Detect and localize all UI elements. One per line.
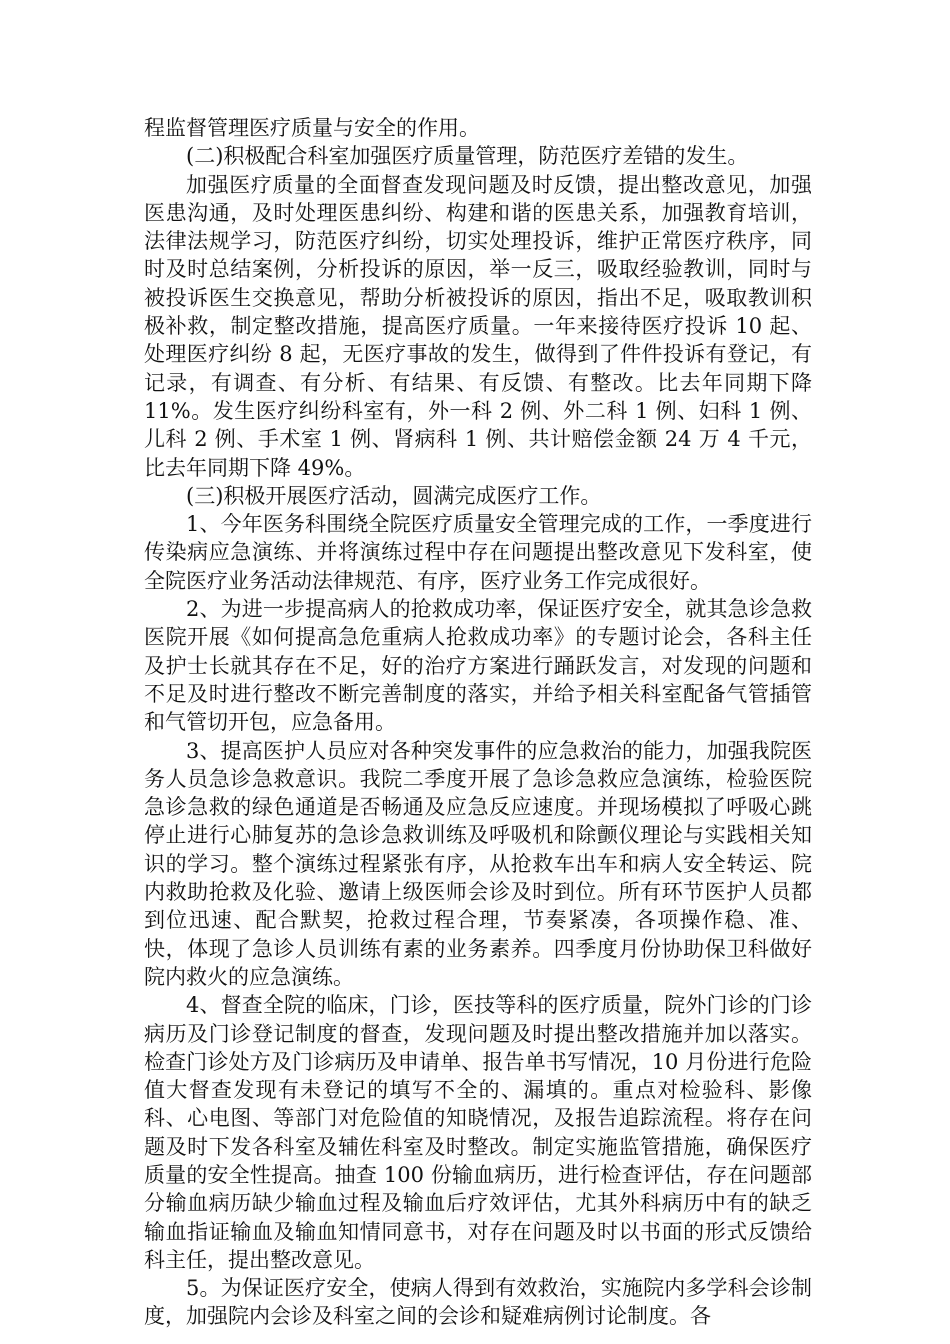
paragraph-continuation: 程监督管理医疗质量与安全的作用。 (144, 116, 480, 140)
list-item-1: 1、今年医务科围绕全院医疗质量安全管理完成的工作，一季度进行传染病应急演练、并将演练过程中存在问题提出整改意见下发科室，使全院医疗业务活动法律规范、有序，医疗业务工作完成很好。 (144, 512, 812, 593)
document-page (144, 114, 812, 1331)
list-item-2: 2、为进一步提高病人的抢救成功率，保证医疗安全，就其急诊急救医院开展《如何提高急危重病人抢救成功率》的专题讨论会，各科主任及护士长就其存在不足，好的治疗方案进行踊跃发言，对发现的问题和不足及时进行整改不断完善制度的落实，并给予相关科室配备气管插管和气管切开包，应急备用。 (144, 597, 812, 735)
section-heading-3: (三)积极开展医疗活动，圆满完成医疗工作。 (186, 483, 602, 508)
section-heading-2: (二)积极配合科室加强医疗质量管理，防范医疗差错的发生。 (186, 144, 749, 169)
list-item-3: 3、提高医护人员应对各种突发事件的应急救治的能力，加强我院医务人员急诊急救意识。我院二季度开展了急诊急救应急演练，检验医院急诊急救的绿色通道是否畅通及应急反应速度。并现场模拟了呼吸心跳停止进行心肺复苏的急诊急救训练及呼吸机和除颤仪理论与实践相关知识的学习。整个演练过程紧张有序，从抢救车出车和病人安全转运、院内救助抢救及化验、邀请上级医师会诊及时到位。所有环节医护人员都到位迅速、配合默契，抢救过程合理，节奏紧凑，各项操作稳、准、快，体现了急诊人员训练有素的业务素养。四季度月份协助保卫科做好院内救火的应急演练。 (144, 738, 812, 989)
paragraph-quality-supervision: 加强医疗质量的全面督查发现问题及时反馈，提出整改意见，加强医患沟通，及时处理医患纠纷、构建和谐的医患关系，加强教育培训，法律法规学习，防范医疗纠纷，切实处理投诉，维护正常医疗秩序，同时及时总结案例，分析投诉的原因，举一反三，吸取经验教训，同时与被投诉医生交换意见，帮助分析被投诉的原因，指出不足，吸取教训积极补救，制定整改措施，提高医疗质量。一年来接待医疗投诉 10 起、处理医疗纠纷 8 起，无医疗事故的发生，做得到了件件投诉有登记，有记录，有调查、有分析、有结果、有反馈、有整改。比去年同期下降 11%。发生医疗纠纷科室有，外一科 2 例、外二科 1 例、妇科 1 例、儿科 2 例、手术室 1 例、肾病科 1 例、共计赔偿金额 24 万 4 千元，比去年同期下降 49%。 (144, 172, 812, 480)
list-item-4: 4、督查全院的临床，门诊，医技等科的医疗质量，院外门诊的门诊病历及门诊登记制度的督查，发现问题及时提出整改措施并加以落实。检查门诊处方及门诊病历及申请单、报告单书写情况，10 月份进行危险值大督查发现有未登记的填写不全的、漏填的。重点对检验科、影像科、心电图、等部门对危险值的知晓情况，及报告追踪流程。将存在问题及时下发各科室及辅佐科室及时整改。制定实施监管措施，确保医疗质量的安全性提高。抽查 100 份输血病历，进行检查评估，存在问题部分输血病历缺少输血过程及输血后疗效评估，尤其外科病历中有的缺乏输血指证输血及输血知情同意书，对存在问题及时以书面的形式反馈给科主任，提出整改意见。 (144, 993, 812, 1272)
list-item-5: 5。为保证医疗安全，使病人得到有效救治，实施院内多学科会诊制度，加强院内会诊及科室之间的会诊和疑难病例讨论制度。各 (144, 1276, 812, 1329)
